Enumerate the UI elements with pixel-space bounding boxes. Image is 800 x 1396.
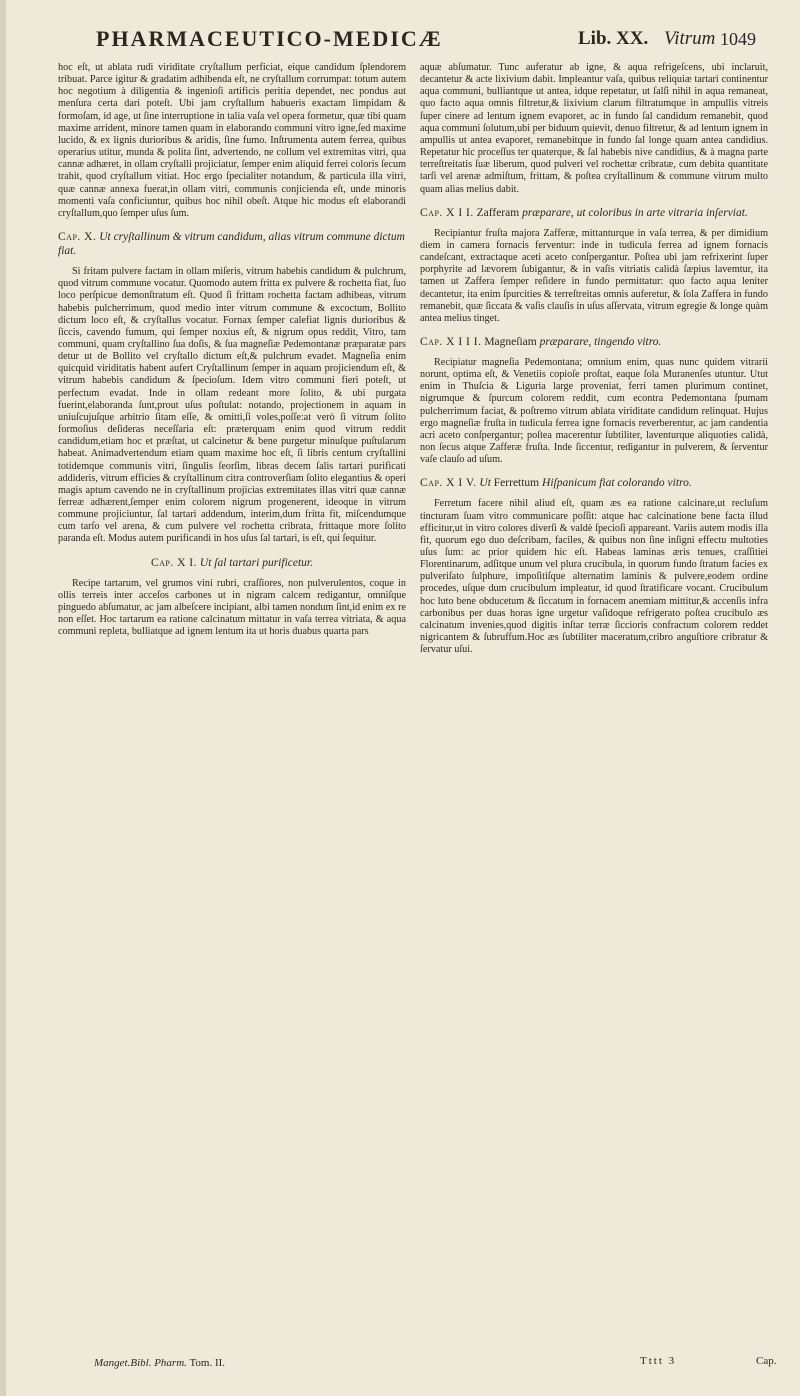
running-header [96, 26, 756, 52]
signature-mark: Tttt 3 [640, 1355, 677, 1367]
paragraph: Si fritam pulvere factam in ollam miſeris, vitrum habebis candidum & pulchrum, quod vitrum commune vocatur. Quomodo autem fritta ex pulvere & rochetta fiat, ſuo loco perſpicue demonſtratum eſt. Quod ſi frittam rochetta factam adhibeas, vitrum habebis pulcherrimum, quod medio inter vitrum commune & excoctum, Bollito dictum loco eſt, & cryſtallus vocatur. Fornax ſemper calefiat lignis durioribus & ſiccis, cavendo fumum, qui ſemper noxius eſt, & nigrum opus reddit, Vitro, tam communi, quam cryſtallino ſua doſis, & ſua magneſiæ Pedemontanæ præparatæ pars detur ut de Bollito vel cryſtallo dictum eſt,& pulchrum evadet. Magneſia enim quicquid viriditatis habent aufert Cryſtallinum ſemper in aquam projiciendum eſt, & vitrum habebis candidum & ſpecioſum. Idem vitro communi fieri poteſt, ut perfectum evadat. Inde in ollam redeant more ſolito, & ubi purgata fuerint,elaboranda ſunt,prout uſus poſtulat: notando, projectionem in aquam in uniuſcujuſque arbitrio ſitam eſſe, & omitti,ſi voles,poſſe:at verò ſi vitrum ſolito formoſius deſideras neceſſaria eſt: præterquam enim quod vitrum reddit candidum,etiam hoc et præſtat, ut calcinetur & bene purgetur minuſque puſtularum habeat. Animadvertendum etiam quam maxime hoc eſt, ſi libris centum cryſtallini totidemque communis vitri, ſingulis ſeorſim, libras decem ſalis tartari purificati addideris, vitrum efficies & cryſtallinum citra controverſiam ſolito elegantius & operi magis aptum cavendo ne in cryſtallinum projicias extremitates illas vitri quæ cannæ ferreæ adhærent,ſemper enim colorem nigrum progenerent, ideoque in vitrum commune projiciuntur, ſal tartari addendum, interim,dum fritta fit, miſcendumque cum tarſo vel arena, & cum pulvere vel rochetta cribrata, frittaque more ſolito paranda eſt. Modus autem purificandi in hos uſus ſal tartari, is eſt, qui ſequitur. [58, 266, 406, 545]
paragraph: hoc eſt, ut ablata rudi viriditate cryſtallum perficiat, eique candidum ſplendorem tribuat. Parce igitur & gradatim adhibenda eſt, ne cryſtallum corrumpat: totum autem hoc negotium à diligentia & ingenioſi artificis peritia dependet, nec pondus aut menſura certa dari poteſt. Ubi jam cryſtallum habueris exactam limpidam & formoſam, id age, ut ſine interruptione in talia vaſa vel opera formetur, quæ tibi quam maxime arrident, minore tamen quam in elaborando communi vitro igne,ſed maxime lucido, & ex lignis durioribus & aridis, ſine fumo. Inſtrumenta autem ferrea, quibus operarius utitur, munda & polita ſint, advertendo, ne collum vel extremitas vitri, qua cannæ adhæret, in ollam cryſtalli projiciatur, ſemper enim aliquid ferrei coloris ſecum trahit, quod cryſtallum vitiat. Hoc ergo ſpecialiter notandum, & particula illa vitri, quæ cannæ annexa fuerat,in ollam vitri, communis conjicienda eſt, unde minoris momenti vaſa conficiuntur, quibus hoc nihil obeſt. Atque hic modus eſt elaborandi cryſtallum,quo ſemper uſus ſum. [58, 62, 406, 219]
paragraph: Recipiatur magneſia Pedemontana; omnium enim, quas nunc quidem vitrarii norunt, optima eſt, & Venetiis copioſe proſtat, eaque ſola Muranenſes utuntur. Utut enim in Thuſcia & Liguria large proveniat, ferri tamen plurimum continet, nigrumque & ſpurcum colorem reddit, cum econtra Pedemontana ſpumam pulcherrimum faciat, & poſtremo vitrum ablata viriditate candidum relinquat. Hujus ergo magneſiæ fruſta in tudicula ferrea igne fornacis reverberentur, ac jam candentia acri aceto conſpergantur; poſtea macerentur ſubtiliter, laventurque aliquoties calidà, non ſecus atque Zafferæ fruſta. Inde ſiccentur, redigantur in pulverem, & ſerventur vaſe clauſo ad uſum. [420, 356, 768, 466]
chapter-heading-12: Cap. X I I. Zafferam præparare, ut coloribus in arte vitraria inſerviat. [420, 206, 748, 219]
chapter-heading-14: Cap. X I V. Ut Ferrettum Hiſpanicum fiat colorando vitro. [420, 477, 692, 490]
catchword: Cap. [756, 1355, 777, 1367]
footer-citation: Manget.Bibl. Pharm. Tom. II. [94, 1357, 226, 1369]
left-column [58, 62, 406, 638]
page-edge-shadow [0, 0, 6, 1396]
paragraph: Ferretum facere nihil aliud eſt, quam æs ea ratione calcinare,ut recluſum tincturam ſuam vitro communicare poſſit: atque hac calcinatione bene facta illud efficitur,ut in vitro colores diverſi & valdè ſpecioſi appareant. Variis autem modis illa fit, quorum ego duo deſcribam, faciles, & quibus non ſine inſigni effectu multoties uſus ſum: ac prior quidem hic eſt. Habeas laminas æris tenues, craſſitiei Florentinarum, adſitque unum vel plura crucibula, in quorum fundo ſtratum facies ex pulveriſato ſulphure, impoſitiſque alternatim laminis & pulvere,eodem ordine procedes, uſque dum crucibulum impleatur, id quod ſtratificare vocant. Crucibulum hoc luto bene obducetum & ſiccatum in fornacem anemiam mittitur,& accenſis infra carbonibus per duas horas igne urgetur vaſidoque refrigerato poſtea crucibulo æs calcinatum invenies,quod digitis inſtar terræ ſiccioris confractum colorem reddet nigricantem & ſubruffum.Hoc æs ſubtiliter maceratum,cribro anguſtiore cribratur & ſervatur uſui. [420, 498, 768, 656]
chapter-heading-11: Cap. X I. Ut ſal tartari purificetur. [150, 556, 313, 569]
paragraph: Recipe tartarum, vel grumos vini rubri, craſſiores, non pulverulentos, coque in ollis terreis inter acceſos carbones ut in nigram calcem redigantur, omniſque pinguedo abſumatur, ac jam albeſcere incipiant, albi tamen nondum ſint,id enim ex re non eſſet. Hoc tartarum ea ratione calcinatum mittatur in vaſa terrea vitriata, & aqua communi repleta, bulliatque ad ignem lentum ita ut horis duabus quarta pars [58, 577, 406, 638]
paragraph: Recipiantur fruſta majora Zafferæ, mittanturque in vaſa terrea, & per dimidium diem in camera fornacis ferventur: inde in tudicula ferrea ad ignem fornacis candeſcant, extractaque aceti aceto conſpergantur. Poſtea ubi jam refrixerint ſuper porphyrite ad lævorem ſubigantur, & in vaſis vitriatis calidà ſæpius lavemtur, ita tamen ut Zaffera ſemper reſidere in fundo permittatur: quo facto aqua leniter decantetur, ita enim ſpurcities & terreſtreitas omnis auferetur, & ſola Zaffera in fundo remanebit, quæ ſiccata & vaſis clauſis in uſus aſſervata, vitrum egregie & longe quàm antea melius tinget. [420, 227, 768, 324]
header-title: PHARMACEUTICO-MEDICÆ [96, 26, 443, 51]
header-running-title: Vitrum [664, 28, 716, 49]
chapter-heading-13: Cap. X I I I. Magneſiam præparare, tingendo vitro. [420, 335, 662, 348]
chapter-heading-10: Cap. X. Ut cryſtallinum & vitrum candidum, alias vitrum commune dictum fiat. [58, 231, 405, 258]
right-column [420, 62, 768, 656]
header-book-number: Lib. XX. [578, 28, 649, 49]
page-number: 1049 [720, 29, 756, 49]
paragraph: aquæ abſumatur. Tunc auferatur ab igne, & aqua refrigeſcens, ubi inclaruit, decantetur & acte lixivium dabit. Impleantur vaſa, quibus reliquiæ tartari continentur aqua communi, bulliantque ut antea, idque repetatur, ut ſalſi nihil in aqua remaneat, quo facto aqua omnis filtretur,& lixivium clarum filtratumque in ampullis vitreis ſuper cinere ad lentum ignem evaporet, ac in fundo ſal candidum remanebit, quod aqua communi ſolutum,ubi per biduum quievit, denuo filtretur, & ad lentum ignem in ampullis ut antea evaporet, remanebitque in fundo ſal longe quam antea candidius. Repetatur hic proceſſus ter quaterque, & ſal habebis nive candidius, & à magna parte terreſtreitatis ſuæ liberum, quod pulveri vel rochettæ cribratæ, cum debita quantitate tarſi vel arenæ admiſtum, frittam, & poſtea cryſtallinum & commune vitrum multo quam alias melius dabit. [420, 62, 768, 195]
